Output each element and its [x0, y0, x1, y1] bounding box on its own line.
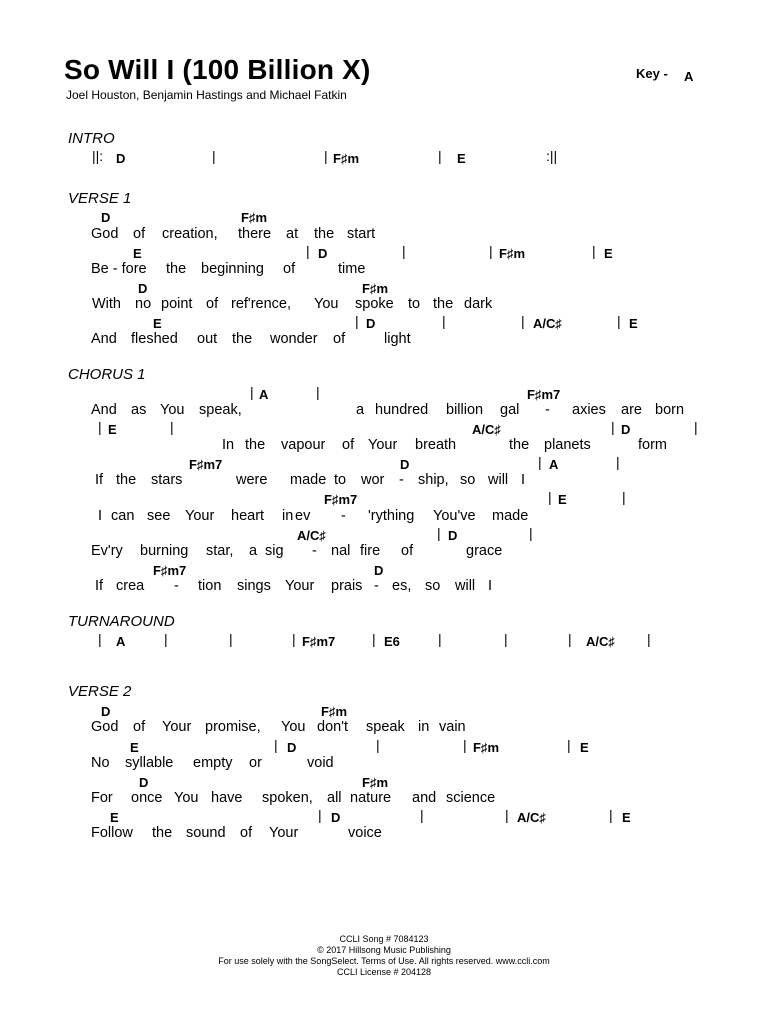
lyric-word: the: [152, 825, 173, 841]
lyric-word: the: [232, 331, 253, 347]
lyric-word: gal: [500, 402, 520, 418]
chord: D: [331, 810, 341, 825]
chord: A/C♯: [533, 316, 562, 331]
bar-line: |: [463, 737, 467, 753]
lyric-word: all: [327, 790, 342, 806]
footer-license: CCLI License # 204128: [336, 967, 432, 977]
chord: F♯m: [362, 775, 388, 790]
lyric-word: -: [374, 578, 379, 594]
lyric-word: -: [312, 543, 317, 559]
lyric-word: I: [488, 578, 493, 594]
lyric-word: speak: [366, 719, 405, 735]
lyric-word: the: [116, 472, 137, 488]
section-heading-intro: INTRO: [68, 130, 115, 147]
lyric-word: wonder: [270, 331, 318, 347]
bar-line: |: [212, 148, 216, 164]
bar-line: |: [622, 489, 626, 505]
chord: D: [116, 151, 126, 166]
bar-line: |: [437, 525, 441, 541]
bar-line: |: [568, 631, 572, 647]
lyric-word: in: [418, 719, 430, 735]
bar-line: |: [376, 737, 380, 753]
chord: E: [604, 246, 613, 261]
chord: D: [400, 457, 410, 472]
lyric-word: in: [282, 508, 294, 524]
chord: E: [629, 316, 638, 331]
lyric-word: voice: [348, 825, 382, 841]
lyric-word: billion: [446, 402, 484, 418]
chord: F♯m7: [324, 492, 358, 507]
chord: E6: [384, 634, 400, 649]
lyric-word: start: [347, 226, 376, 242]
lyric-word: ev: [295, 508, 311, 524]
lyric-word: will: [488, 472, 509, 488]
chord: D: [287, 740, 297, 755]
chord: A/C♯: [472, 422, 501, 437]
bar-line: |: [402, 243, 406, 259]
bar-line: |: [229, 631, 233, 647]
chord: F♯m7: [302, 634, 336, 649]
lyric-word: sound: [186, 825, 226, 841]
lyric-word: syllable: [125, 755, 174, 771]
lyric-word: tion: [198, 578, 222, 594]
lyric-word: no: [135, 296, 152, 312]
bar-line: |: [505, 807, 509, 823]
bar-line: |: [355, 313, 359, 329]
lyric-word: Your: [368, 437, 398, 453]
bar-line: |: [372, 631, 376, 647]
section-heading-verse-2: VERSE 2: [68, 683, 132, 700]
lyric-word: have: [211, 790, 243, 806]
lyric-word: as: [131, 402, 147, 418]
lyric-word: so: [425, 578, 441, 594]
chord: E: [622, 810, 631, 825]
lyric-word: of: [240, 825, 253, 841]
lyric-word: -: [545, 402, 550, 418]
lyric-word: fleshed: [131, 331, 178, 347]
lyric-word: made: [290, 472, 327, 488]
lyric-word: of: [133, 719, 146, 735]
bar-line: |: [306, 243, 310, 259]
lyric-word: crea: [116, 578, 145, 594]
lyric-word: the: [166, 261, 187, 277]
chord: D: [138, 281, 148, 296]
bar-line: |: [420, 807, 424, 823]
chord: E: [457, 151, 466, 166]
lyric-word: to: [408, 296, 421, 312]
lyric-word: vain: [439, 719, 466, 735]
bar-line: |: [489, 243, 493, 259]
bar-line: |: [609, 807, 613, 823]
lyric-word: form: [638, 437, 667, 453]
lyric-word: of: [342, 437, 355, 453]
footer-copyright: © 2017 Hillsong Music Publishing: [317, 945, 451, 955]
lyric-word: time: [338, 261, 366, 277]
bar-line: |: [438, 148, 442, 164]
chord: F♯m: [333, 151, 359, 166]
chord: D: [448, 528, 458, 543]
chord: D: [139, 775, 149, 790]
chord: F♯m: [362, 281, 388, 296]
lyric-word: heart: [231, 508, 265, 524]
chord: A: [259, 387, 269, 402]
lyric-word: a: [356, 402, 365, 418]
bar-line: |: [548, 489, 552, 505]
lyric-word: creation,: [162, 226, 218, 242]
lyric-word: -: [174, 578, 179, 594]
bar-line: |: [694, 419, 698, 435]
lyric-word: a: [249, 543, 258, 559]
lyric-word: there: [238, 226, 272, 242]
chord: F♯m7: [189, 457, 223, 472]
chord: A: [549, 457, 559, 472]
lyric-word: star,: [206, 543, 234, 559]
chord: D: [374, 563, 384, 578]
bar-line: |: [250, 384, 254, 400]
lyric-word: of: [206, 296, 219, 312]
lyric-word: In: [222, 437, 235, 453]
lyric-word: of: [133, 226, 146, 242]
chord: F♯m: [321, 704, 347, 719]
bar-line: |: [567, 737, 571, 753]
lyric-word: of: [401, 543, 414, 559]
lyric-word: I: [521, 472, 526, 488]
lyric-word: burning: [140, 543, 189, 559]
lyric-word: With: [92, 296, 121, 312]
lyric-word: Be - fore: [91, 261, 147, 277]
lyric-word: You've: [433, 508, 476, 524]
bar-line: |: [438, 631, 442, 647]
lyric-word: void: [307, 755, 334, 771]
bar-line: |: [98, 419, 102, 435]
bar-line: |: [504, 631, 508, 647]
lyric-word: ref'rence,: [231, 296, 291, 312]
section-heading-verse-1: VERSE 1: [68, 190, 132, 207]
lyric-word: Your: [269, 825, 299, 841]
chord: A: [116, 634, 126, 649]
chord: F♯m: [499, 246, 525, 261]
lyric-word: sig: [265, 543, 284, 559]
bar-line: |: [592, 243, 596, 259]
footer-terms: For use solely with the SongSelect. Terms of Use. All rights reserved. www.ccli.com: [218, 956, 550, 966]
lyric-word: Your: [285, 578, 315, 594]
lyric-word: 'rything: [368, 508, 415, 524]
lyric-word: hundred: [375, 402, 429, 418]
section-heading-chorus-1: CHORUS 1: [68, 366, 146, 383]
lyric-word: ship,: [418, 472, 449, 488]
lyric-word: can: [111, 508, 135, 524]
bar-line: |: [529, 525, 533, 541]
chord: A/C♯: [586, 634, 615, 649]
key-label: Key -: [636, 66, 668, 81]
lyric-word: planets: [544, 437, 591, 453]
lyric-word: made: [492, 508, 529, 524]
lyric-word: to: [334, 472, 347, 488]
bar-line: |: [98, 631, 102, 647]
lyric-word: -: [341, 508, 346, 524]
lyric-word: You: [281, 719, 306, 735]
lyric-word: Follow: [91, 825, 133, 841]
lyric-word: nature: [350, 790, 392, 806]
lyric-word: promise,: [205, 719, 261, 735]
lyric-word: stars: [151, 472, 183, 488]
chord: E: [130, 740, 139, 755]
bar-line: |: [164, 631, 168, 647]
chord: D: [318, 246, 328, 261]
lyric-word: born: [655, 402, 685, 418]
song-title: So Will I (100 Billion X): [64, 54, 371, 85]
lyric-word: If: [95, 472, 104, 488]
lyric-word: or: [249, 755, 262, 771]
repeat-end-sign: :||: [546, 148, 558, 164]
bar-line: |: [617, 313, 621, 329]
bar-line: |: [170, 419, 174, 435]
bar-line: |: [647, 631, 651, 647]
repeat-start-sign: ||:: [92, 148, 104, 164]
lyric-word: don't: [317, 719, 348, 735]
lyric-word: es,: [392, 578, 412, 594]
lyric-word: For: [91, 790, 113, 806]
lyric-word: Ev'ry: [91, 543, 123, 559]
chord: F♯m7: [527, 387, 561, 402]
lyric-word: God: [91, 719, 119, 735]
bar-line: |: [442, 313, 446, 329]
section-heading-turnaround: TURNAROUND: [68, 613, 175, 630]
lyric-word: once: [131, 790, 163, 806]
chord: A/C♯: [517, 810, 546, 825]
chord: E: [153, 316, 162, 331]
lyric-word: sings: [237, 578, 271, 594]
lyric-word: -: [399, 472, 404, 488]
lyric-word: science: [446, 790, 496, 806]
lyric-word: will: [455, 578, 476, 594]
bar-line: |: [616, 454, 620, 470]
lyric-word: see: [147, 508, 171, 524]
chord: A/C♯: [297, 528, 326, 543]
lyric-word: And: [91, 331, 117, 347]
bar-line: |: [521, 313, 525, 329]
lyric-word: light: [384, 331, 411, 347]
lyric-word: prais: [331, 578, 363, 594]
chord: D: [621, 422, 631, 437]
lyric-word: the: [509, 437, 530, 453]
lyric-word: speak,: [199, 402, 242, 418]
lyric-word: If: [95, 578, 104, 594]
lyric-word: wor: [361, 472, 385, 488]
lyric-word: You: [314, 296, 339, 312]
lyric-word: I: [98, 508, 103, 524]
bar-line: |: [274, 737, 278, 753]
lyric-word: grace: [466, 543, 503, 559]
bar-line: |: [292, 631, 296, 647]
lyric-word: of: [283, 261, 296, 277]
chord: D: [101, 704, 111, 719]
lyric-word: nal: [331, 543, 351, 559]
bar-line: |: [324, 148, 328, 164]
lyric-word: out: [197, 331, 218, 347]
chord: F♯m7: [153, 563, 187, 578]
lyric-word: God: [91, 226, 119, 242]
lyric-word: spoke: [355, 296, 394, 312]
lyric-word: dark: [464, 296, 493, 312]
lyric-word: fire: [360, 543, 381, 559]
lyric-word: Your: [185, 508, 215, 524]
lyric-word: You: [160, 402, 185, 418]
lyric-word: And: [91, 402, 117, 418]
lyric-word: No: [91, 755, 110, 771]
footer-song-number: CCLI Song # 7084123: [339, 934, 429, 944]
lyric-word: are: [621, 402, 642, 418]
key-value: A: [684, 69, 694, 84]
chord: F♯m: [241, 210, 267, 225]
chord: D: [366, 316, 376, 331]
chord: E: [580, 740, 589, 755]
lyric-word: at: [286, 226, 299, 242]
lyric-word: the: [245, 437, 266, 453]
chord: D: [101, 210, 111, 225]
lyric-word: the: [314, 226, 335, 242]
chord: F♯m: [473, 740, 499, 755]
lyric-word: point: [161, 296, 193, 312]
lyric-word: Your: [162, 719, 192, 735]
lyric-word: beginning: [201, 261, 264, 277]
bar-line: |: [611, 419, 615, 435]
bar-line: |: [538, 454, 542, 470]
chord: E: [133, 246, 142, 261]
song-authors: Joel Houston, Benjamin Hastings and Michael Fatkin: [66, 88, 347, 102]
lyric-word: spoken,: [262, 790, 313, 806]
lyric-word: and: [412, 790, 437, 806]
lyric-word: so: [460, 472, 476, 488]
chord: E: [110, 810, 119, 825]
chord: E: [108, 422, 117, 437]
bar-line: |: [318, 807, 322, 823]
lyric-word: axies: [572, 402, 606, 418]
lyric-word: breath: [415, 437, 457, 453]
bar-line: |: [316, 384, 320, 400]
lyric-word: were: [236, 472, 268, 488]
lyric-word: empty: [193, 755, 233, 771]
lyric-word: of: [333, 331, 346, 347]
chord: E: [558, 492, 567, 507]
lyric-word: vapour: [281, 437, 326, 453]
lyric-word: the: [433, 296, 454, 312]
lyric-word: You: [174, 790, 199, 806]
